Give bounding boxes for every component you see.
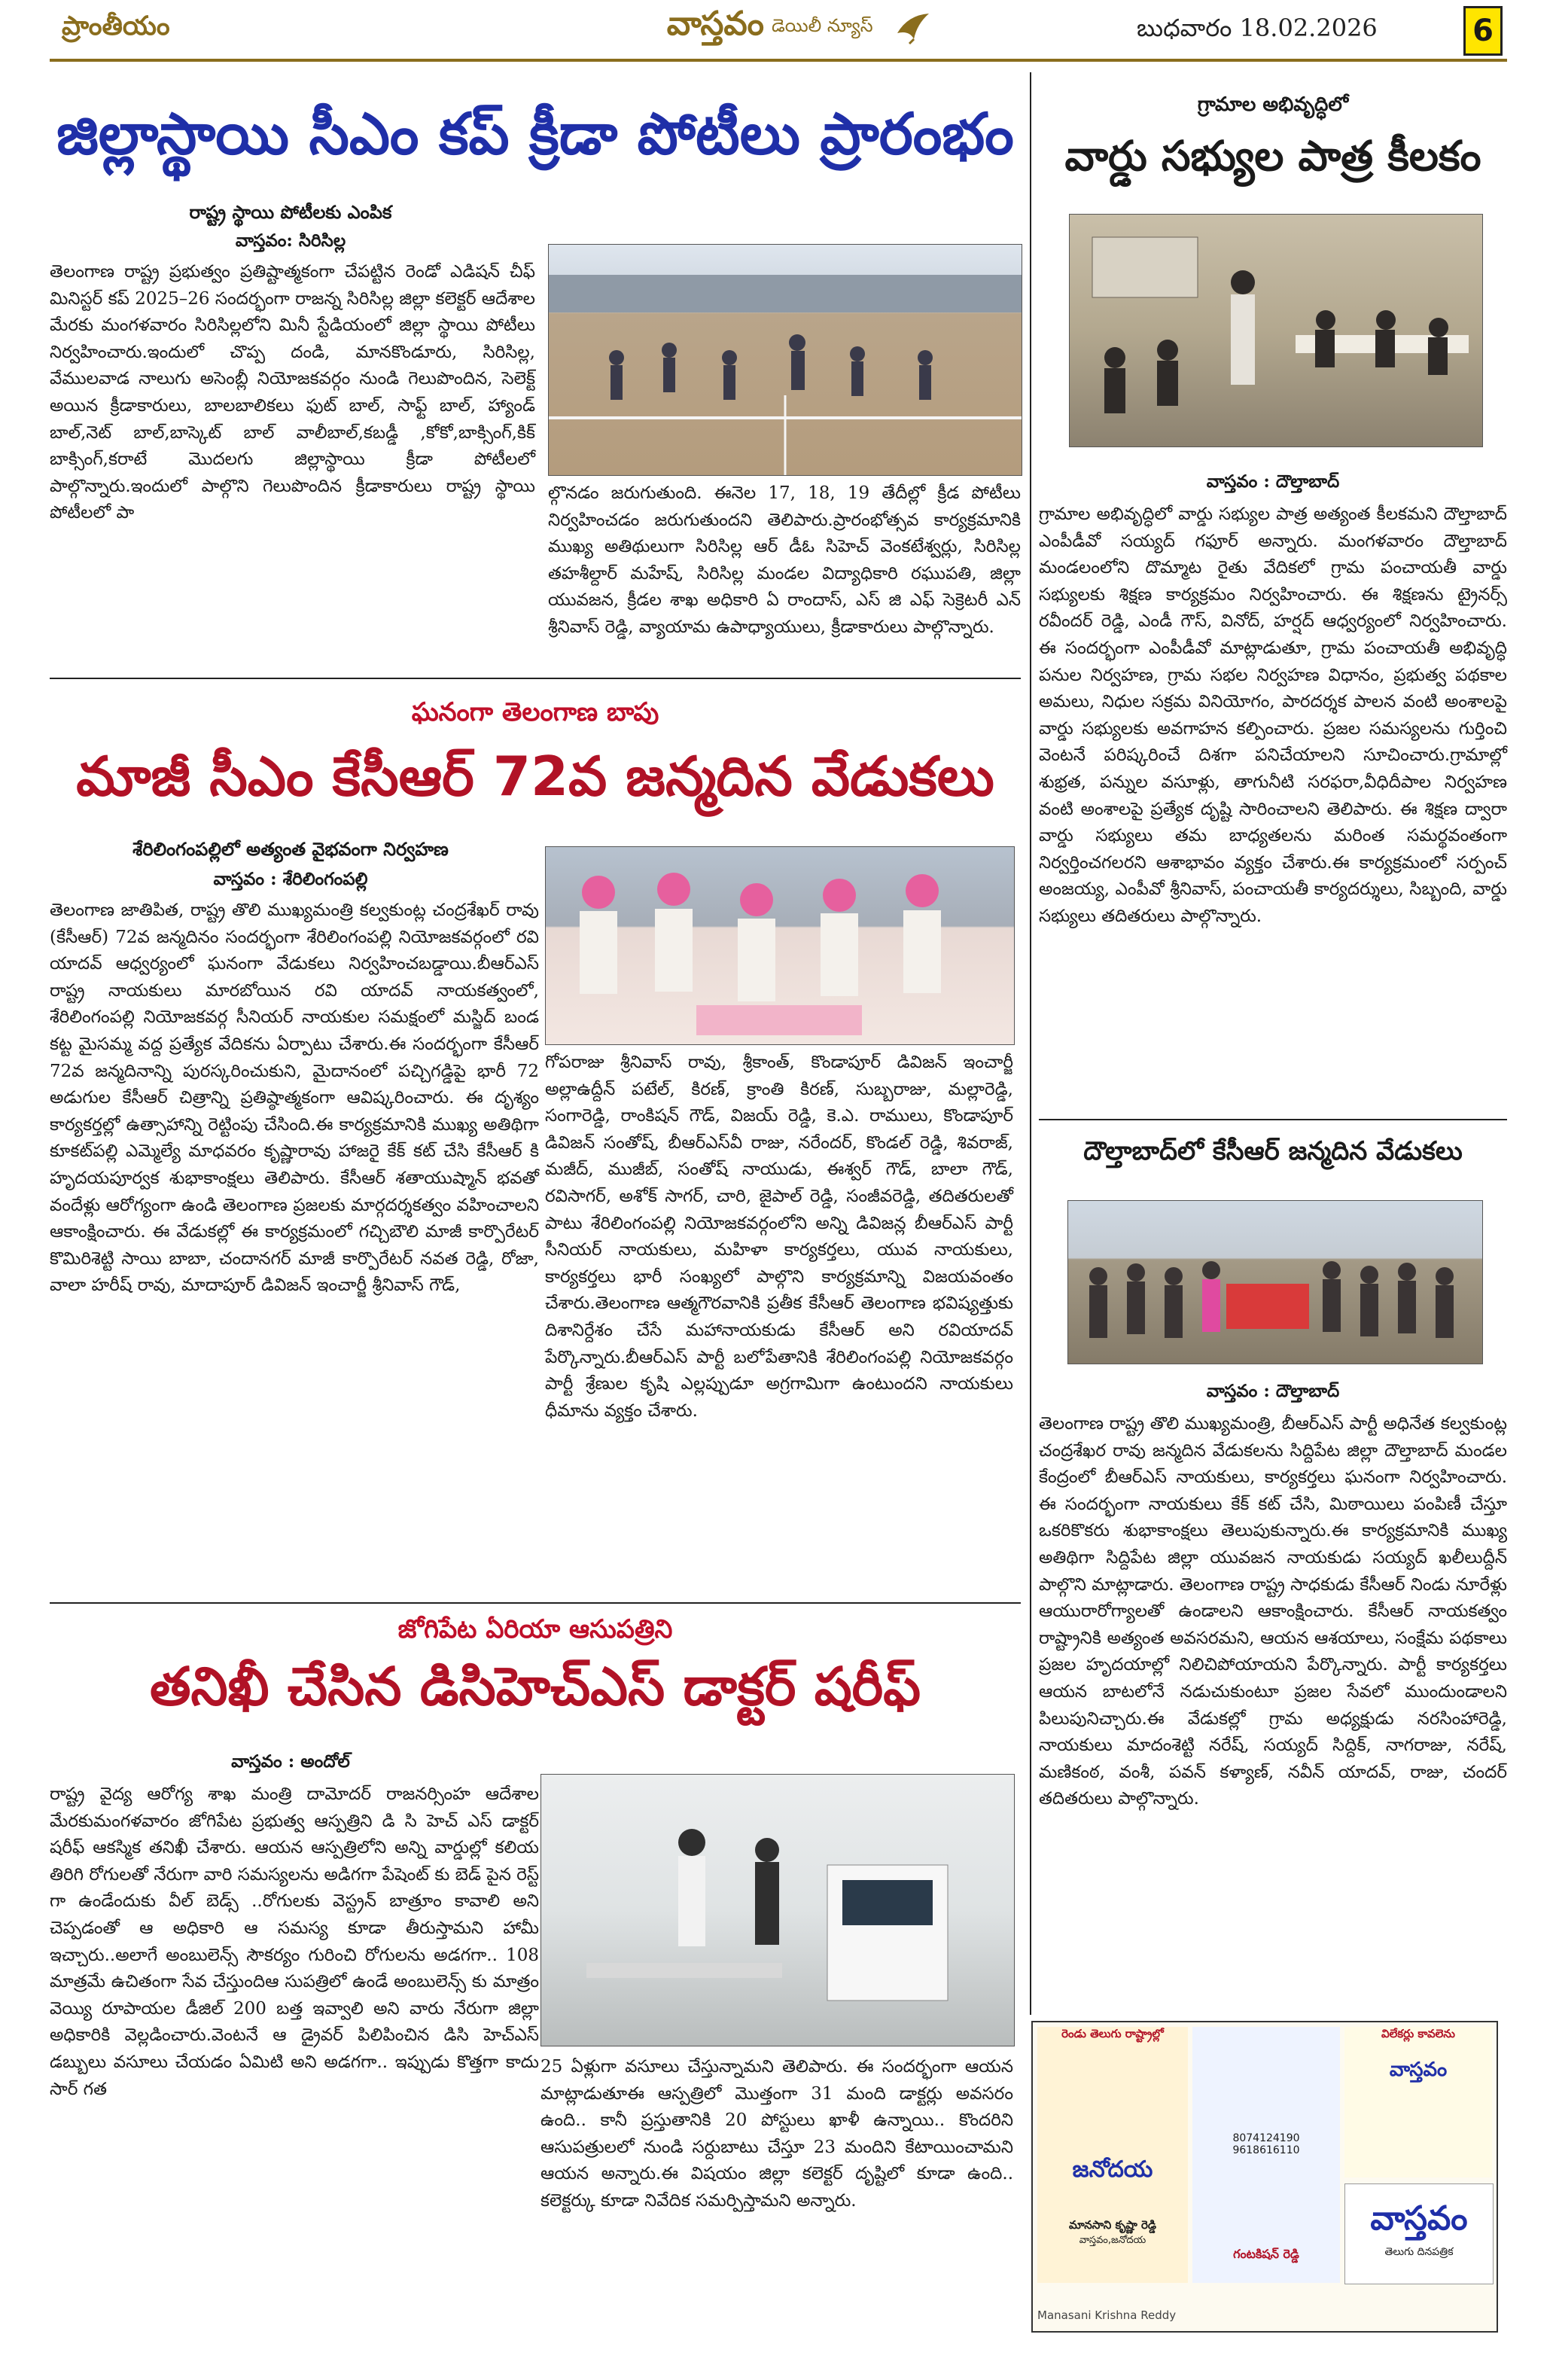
story-cm-cup xyxy=(50,75,1021,678)
ad-left-role: వాస్తవం,జనోదయ xyxy=(1079,2235,1146,2246)
ad-phone-2: 9618616110 xyxy=(1232,2144,1300,2156)
story-ward-members xyxy=(1039,75,1507,1039)
ad-left-brand: జనోదయ xyxy=(1072,2156,1153,2183)
ad-right-panel xyxy=(1344,2027,1492,2177)
story-hospital-headline: తనిఖీ చేసిన డిసిహెచ్ఎస్ డాక్టర్ షరీఫ్ xyxy=(150,1656,921,1717)
section-label: ప్రాంతీయం xyxy=(62,11,170,41)
story-kcr-kicker: ఘనంగా తెలంగాణ బాపు xyxy=(411,697,659,727)
masthead-rule xyxy=(50,59,1507,62)
paper-name: వాస్తవం xyxy=(666,5,764,43)
story-daulatabad xyxy=(1039,1126,1507,1992)
ad-right-title: విలేకర్లు కావలెను xyxy=(1381,2027,1455,2040)
page-number-box xyxy=(1463,6,1503,56)
ad-left-name: మానసాని కృష్ణా రెడ్డి xyxy=(1068,2218,1156,2232)
ad-caption: Manasani Krishna Reddy xyxy=(1037,2308,1177,2322)
advertisement xyxy=(1031,2021,1498,2333)
ad-left-panel xyxy=(1037,2027,1188,2283)
ad-left-title: రెండు తెలుగు రాష్ట్రాల్లో xyxy=(1061,2027,1164,2040)
story-cm-cup-col2: ల్గొనడం జరుగుతుంది. ఈనెల 17, 18, 19 తేదీల్లో క్రీడ పోటీలు నిర్వహించడం జరుగుతుందని తెలిపారు.ప్రారంభోత్సవ కార్యక్రమానికి ముఖ్య అతిథులుగా సిరిసిల్ల ఆర్ డీఓ సిహెచ్ వెంకటేశ్వర్లు, సిరిసిల్ల తహశీల్దార్ మహేష్, సిరిసిల్ల మండల విద్యాధికారి రఘుపతి, జిల్లా యువజన, క్రీడల శాఖ అధికారి ఏ రాందాస్, ఎస్ జి ఎఫ్ సెక్రెటరీ ఎన్ శ్రీనివాస్ రెడ్డి, వ్యాయామ ఉపాధ్యాయులు, క్రీడాకారులు పాల్గొన్నారు. xyxy=(548,483,1021,637)
masthead xyxy=(0,0,1556,66)
story-ward-body: గ్రామాల అభివృద్ధిలో వార్డు సభ్యుల పాత్ర అత్యంత కీలకమని దౌల్తాబాద్ ఎంపీడీవో సయ్యద్ గఫూర్ అన్నారు. మంగళవారం దౌల్తాబాద్ మండలంలోని దొమ్మాట రైతు వేదికలో గ్రామ పంచాయతీ వార్డు సభ్యులకు శిక్షణ కార్యక్రమం నిర్వహించారు. ఈ శిక్షణను ట్రైనర్స్ రవీందర్ రెడ్డి, ఎండీ గౌస్, వినోద్, హర్షద్ ఆధ్వర్యంలో నిర్వహించారు. ఈ సందర్భంగా ఎంపీడీవో మాట్లాడుతూ, గ్రామ పంచాయతీ అభివృద్ధి పనుల నిర్వహణ, గ్రామ సభల నిర్వహణ విధానం, ప్రభుత్వ పథకాల అమలు, నిధుల సక్రమ వినియోగం, పారదర్శక పాలన వంటి అంశాలపై వార్డు సభ్యులకు అవగాహన కల్పించారు. ప్రజల సమస్యలను గుర్తించి వెంటనే పరిష్కరించే దిశగా పనిచేయాలని సూచించారు.గ్రామాల్లో శుభ్రత, పన్నుల వసూళ్లు, తాగునీటి సరఫరా,వీధిదీపాల నిర్వహణ వంటి అంశాలపై ప్రత్యేక దృష్టి సారించాలని తెలిపారు. ఈ శిక్షణ ద్వారా వార్డు సభ్యులు తమ బాధ్యతలను మరింత సమర్థవంతంగా నిర్వర్తించగలరని ఆశాభావం వ్యక్తం చేశారు.ఈ కార్యక్రమంలో సర్పంచ్ అంజయ్య, ఎంపీవో శ్రీనివాస్, పంచాయతీ కార్యదర్శులు, సిబ్బంది, వార్డు సభ్యులు తదితరులు పాల్గొన్నారు. xyxy=(1039,504,1507,926)
celebration-photo xyxy=(1067,1200,1483,1364)
hospital-photo xyxy=(540,1774,1015,2046)
story-ward-headline: వార్డు సభ్యుల పాత్ర కీలకం xyxy=(1064,132,1481,180)
story-daulatabad-headline: దౌల్తాబాద్‌లో కేసీఆర్ జన్మదిన వేడుకలు xyxy=(1083,1136,1463,1166)
ad-phone-1: 8074124190 xyxy=(1232,2132,1300,2144)
story-hospital-col2: 25 ఏళ్లుగా వసూలు చేస్తున్నామని తెలిపారు. ఈ సందర్భంగా ఆయన మాట్లాడుతూఈ ఆస్పత్రిలో మొత్తంగా 31 మంది డాక్టర్లు అవసరం ఉంది.. కానీ ప్రస్తుతానికి 20 పోస్టులు ఖాళీ ఉన్నాయి.. కొందరిని ఆసుపత్రులలో నుండి సర్దుబాటు చేస్తూ 23 మందిని కేటాయించామని ఆయన అన్నారు.ఈ విషయం జిల్లా కలెక్టర్ దృష్టిలో కూడా ఉంది.. కలెక్టర్కు కూడా నివేదిక సమర్పిస్తామని అన్నారు. xyxy=(540,2057,1013,2211)
ad-bottom-banner xyxy=(1344,2183,1494,2284)
story-hospital-dateline: వాస్తవం : అందోల్ xyxy=(231,1751,350,1772)
ad-bottom-brand: వాస్తవం xyxy=(1370,2199,1468,2238)
story-kcr-dateline: వాస్తవం : శేరిలింగంపల్లి xyxy=(213,869,368,889)
left-rule-2 xyxy=(50,1602,1021,1604)
story-hospital-col1: రాష్ట్ర వైద్య ఆరోగ్య శాఖ మంత్రి దామోదర్ రాజనర్సింహ ఆదేశాల మేరకుమంగళవారం జోగిపేట ప్రభుత్వ ఆస్పత్రిని డి సి హెచ్ ఎస్ డాక్టర్ షరీఫ్ ఆకస్మిక తనిఖీ చేశారు. ఆయన ఆస్పత్రిలోని అన్ని వార్డుల్లో కలియ తిరిగి రోగులతో నేరుగా వారి సమస్యలను అడిగగా పేషెంట్ కు బెడ్ పైన రెస్ట్ గా ఉండేందుకు వీల్ బెడ్స్ ..రోగులకు వెస్ట్రన్ బాత్రూం కావాలి అని చెప్పడంతో ఆ అధికారి ఆ సమస్య కూడా తీరుస్తామని హామీ ఇచ్చారు..అలాగే అంబులెన్స్ సౌకర్యం గురించి రోగులను అడగగా.. 108 మాత్రమే ఉచితంగా సేవ చేస్తుందిఆ సుపత్రిలో ఉండే అంబులెన్స్ కు మాత్రం వెయ్యి రూపాయల డీజిల్ 200 బత్త ఇవ్వాలి అని వారు నేరుగా జిల్లా అధికారికి వెల్లడించారు.వెంటనే ఆ డ్రైవర్ పిలిపించిన డిసి హెచ్ఎస్ డబ్బులు వసూలు చేయడం ఏమిటి అని అడగగా.. ఇప్పుడు కొత్తగా కాదు సార్ గత xyxy=(50,1784,539,2099)
training-photo xyxy=(1069,214,1483,447)
story-kcr-col1: తెలంగాణ జాతిపిత, రాష్ట్ర తొలి ముఖ్యమంత్రి కల్వకుంట్ల చంద్రశేఖర్ రావు (కేసీఆర్) 72వ జన్మదినం సందర్భంగా శేరిలింగంపల్లి నియోజకవర్గంలో రవి యాదవ్ ఆధ్వర్యంలో ఘనంగా వేడుకలు నిర్వహించబడ్డాయి.బీఆర్ఎస్ రాష్ట్ర నాయకులు మారబోయిన రవి యాదవ్ నాయకత్వంలో, శేరిలింగంపల్లి నియోజకవర్గ సీనియర్ నాయకుల సమక్షంలో మస్జిద్ బండ కట్ట మైసమ్మ వద్ద ప్రత్యేక వేదికను ఏర్పాటు చేశారు.ఈ సందర్భంగా కేసీఆర్ 72వ జన్మదినాన్ని పురస్కరించుకుని, మైదానంలో పచ్చిగడ్డిపై భారీ 72 అడుగుల కేసీఆర్ చిత్రాన్ని ప్రతిష్ఠాత్మకంగా ఆవిష్కరించారు. ఈ దృశ్యం కార్యకర్తల్లో ఉత్సాహాన్ని రెట్టింపు చేసింది.ఈ కార్యక్రమానికి ముఖ్య అతిథిగా కూకట్‌పల్లి ఎమ్మెల్యే మాధవరం కృష్ణారావు హాజరై కేక్ కట్ చేసి కేసీఆర్ కి హృదయపూర్వక శుభాకాంక్షలు తెలిపారు. కేసీఆర్ శతాయుష్మాన్ భవతో వందేళ్లు ఆరోగ్యంగా ఉండి తెలంగాణ ప్రజలకు మార్గదర్శకత్వం వహించాలని ఆకాంక్షించారు. ఈ వేడుకల్లో ఈ కార్యక్రమంలో గచ్చిబౌలి మాజీ కార్పొరేటర్ కొమిరిశెట్టి సాయి బాబా, చందానగర్ మాజీ కార్పొరేటర్ నవత రెడ్డి, రోజా, వాలా హరీష్ రావు, మాదాపూర్ డివిజన్ ఇంచార్జీ శ్రీనివాస్ గౌడ్, xyxy=(50,900,539,1296)
right-rule-1 xyxy=(1039,1119,1507,1120)
story-cm-cup-dateline: వాస్తవం: సిరిసిల్ల xyxy=(235,230,346,251)
bird-logo-icon xyxy=(894,11,932,45)
story-hospital-kicker: జోగిపేట ఏరియా ఆసుపత్రిని xyxy=(397,1614,673,1644)
ad-mid-name: గంటకిషన్ రెడ్డి xyxy=(1233,2247,1299,2261)
story-kcr-col2: గోపరాజు శ్రీనివాస్ రావు, శ్రీకాంత్, కొండాపూర్ డివిజన్ ఇంచార్జీ అల్లాఉద్దీన్ పటేల్, కిరణ్, క్రాంతి కిరణ్, సుబ్బరాజు, మల్లారెడ్డి, సంగారెడ్డి, రాంకిషన్ గౌడ్, విజయ్ రెడ్డి, కె.ఎ. రాములు, కొండాపూర్ డివిజన్ సంతోష్, బీఆర్ఎస్‌వీ రాజు, నరేందర్, కొండల్ రెడ్డి, శివరాజ్, మజీద్, ముజీబ్, సంతోష్ నాయుడు, ఈశ్వర్ గౌడ్, బాలా గౌడ్, రవిసాగర్, అశోక్ సాగర్, చారి, జైపాల్ రెడ్డి, సంజీవరెడ్డి, తదితరులతో పాటు శేరిలింగంపల్లి నియోజకవర్గంలోని అన్ని డివిజన్ల బీఆర్ఎస్ పార్టీ సీనియర్ నాయకులు, మహిళా కార్యకర్తలు, యువ నాయకులు, కార్యకర్తలు భారీ సంఖ్యలో పాల్గొని కార్యక్రమాన్ని విజయవంతం చేశారు.తెలంగాణ ఆత్మగౌరవానికి ప్రతీక కేసీఆర్ తెలంగాణ భవిష్యత్తుకు దిశానిర్దేశం చేసే మహానాయకుడు కేసీఆర్ అని రవియాదవ్ పేర్కొన్నారు.బీఆర్ఎస్ పార్టీ బలోపేతానికి శేరిలింగంపల్లి నియోజకవర్గం పార్టీ శ్రేణుల కృషి ఎల్లప్పుడూ అగ్రగామిగా ఉంటుందని నాయకులు ధీమాను వ్యక్తం చేశారు. xyxy=(545,1053,1013,1421)
story-kcr-birthday xyxy=(50,682,1021,1623)
ad-right-brand: వాస్తవం xyxy=(1389,2059,1448,2081)
story-ward-dateline: వాస్తవం : దౌల్తాబాద్ xyxy=(1206,471,1340,492)
story-hospital xyxy=(50,1607,1021,2360)
ad-middle-panel xyxy=(1192,2027,1340,2283)
story-daulatabad-body: తెలంగాణ రాష్ట్ర తొలి ముఖ్యమంత్రి, బీఆర్ఎస్ పార్టీ అధినేత కల్వకుంట్ల చంద్రశేఖర రావు జన్మదిన వేడుకలను సిద్దిపేట జిల్లా దౌల్తాబాద్ మండల కేంద్రంలో బీఆర్ఎస్ నాయకులు, కార్యకర్తలు ఘనంగా నిర్వహించారు. ఈ సందర్భంగా నాయకులు కేక్ కట్ చేసి, మిఠాయిలు పంపిణీ చేస్తూ ఒకరికొకరు శుభాకాంక్షలు తెలుపుకున్నారు.ఈ కార్యక్రమానికి ముఖ్య అతిథిగా సిద్దిపేట జిల్లా యువజన నాయకుడు సయ్యద్ ఖలీలుద్దీన్ పాల్గొని మాట్లాడారు. తెలంగాణ రాష్ట్ర సాధకుడు కేసీఆర్ నిండు నూరేళ్లు ఆయురారోగ్యాలతో ఉండాలని ఆకాంక్షించారు. కేసీఆర్ నాయకత్వం రాష్ట్రానికి అత్యంత అవసరమని, ఆయన ఆశయాలు, సంక్షేమ పథకాలు ప్రజల హృదయాల్లో నిలిచిపోయాయని పేర్కొన్నారు. పార్టీ కార్యకర్తలు ఆయన బాటలోనే నడుచుకుంటూ ప్రజల సేవలో ముందుండాలని పిలుపునిచ్చారు.ఈ వేడుకల్లో గ్రామ అధ్యక్షుడు నరసింహారెడ్డి, నాయకులు మాదంశెట్టి నరేష్, సయ్యద్ సిద్దిక్, నాగరాజు, నరేష్, మణికంఠ, వంశీ, పవన్ కళ్యాణ్, నవీన్ యాదవ్, రాజు, చందర్ తదితరులు పాల్గొన్నారు. xyxy=(1039,1414,1507,1809)
sports-photo xyxy=(548,244,1022,476)
story-cm-cup-headline: జిల్లాస్థాయి సీఎం కప్ క్రీడా పోటీలు ప్రారంభం xyxy=(56,100,1014,167)
paper-suffix: డెయిలీ న్యూస్ xyxy=(772,15,873,36)
ad-bottom-tag: తెలుగు దినపత్రిక xyxy=(1384,2246,1454,2258)
story-ward-kicker: గ్రామాల అభివృద్ధిలో xyxy=(1197,93,1349,116)
column-divider xyxy=(1030,72,1031,2015)
story-daulatabad-dateline: వాస్తవం : దౌల్తాబాద్ xyxy=(1206,1381,1340,1401)
story-kcr-headline: మాజీ సీఎం కేసీఆర్ 72వ జన్మదిన వేడుకలు xyxy=(76,745,994,808)
page-number: 6 xyxy=(1472,14,1494,48)
issue-date: బుధవారం 18.02.2026 xyxy=(1137,14,1378,42)
story-kcr-subhead: శేరిలింగంపల్లిలో అత్యంత వైభవంగా నిర్వహణ xyxy=(132,839,449,860)
kcr-birthday-photo xyxy=(545,846,1015,1045)
left-rule-1 xyxy=(50,678,1021,679)
story-cm-cup-subhead: రాష్ట్ర స్థాయి పోటీలకు ఎంపిక xyxy=(189,202,392,223)
story-cm-cup-col1: తెలంగాణ రాష్ట్ర ప్రభుత్వం ప్రతిష్టాత్మకంగా చేపట్టిన రెండో ఎడిషన్ చీఫ్ మినిస్టర్ కప్ 2025–26 సందర్భంగా రాజన్న సిరిసిల్ల జిల్లా కలెక్టర్ ఆదేశాల మేరకు మంగళవారం సిరిసిల్లలోని మినీ స్టేడియంలో జిల్లా స్థాయి పోటీలు నిర్వహించారు.ఇందులో చొప్ప దండి, మానకొండూరు, సిరిసిల్ల, వేములవాడ నాలుగు అసెంబ్లీ నియోజకవర్గం నుండి గెలుపొందిన, సెలెక్ట్ అయిన క్రీడాకారులు, బాలబాలికలు ఫుట్ బాల్, సాఫ్ట్ బాల్, హ్యాండ్ బాల్,నెట్ బాల్,బాస్కెట్ బాల్ వాలీబాల్,కబడ్డీ ,కోకో,బాక్సింగ్,కిక్ బాక్సింగ్,కరాటే మొదలగు జిల్లాస్థాయి క్రీడా పోటీలలో పాల్గొన్నారు.ఇందులో పాల్గొని గెలుపొందిన క్రీడాకారులు రాష్ట్ర స్థాయి పోటీలలో పా xyxy=(50,262,535,523)
